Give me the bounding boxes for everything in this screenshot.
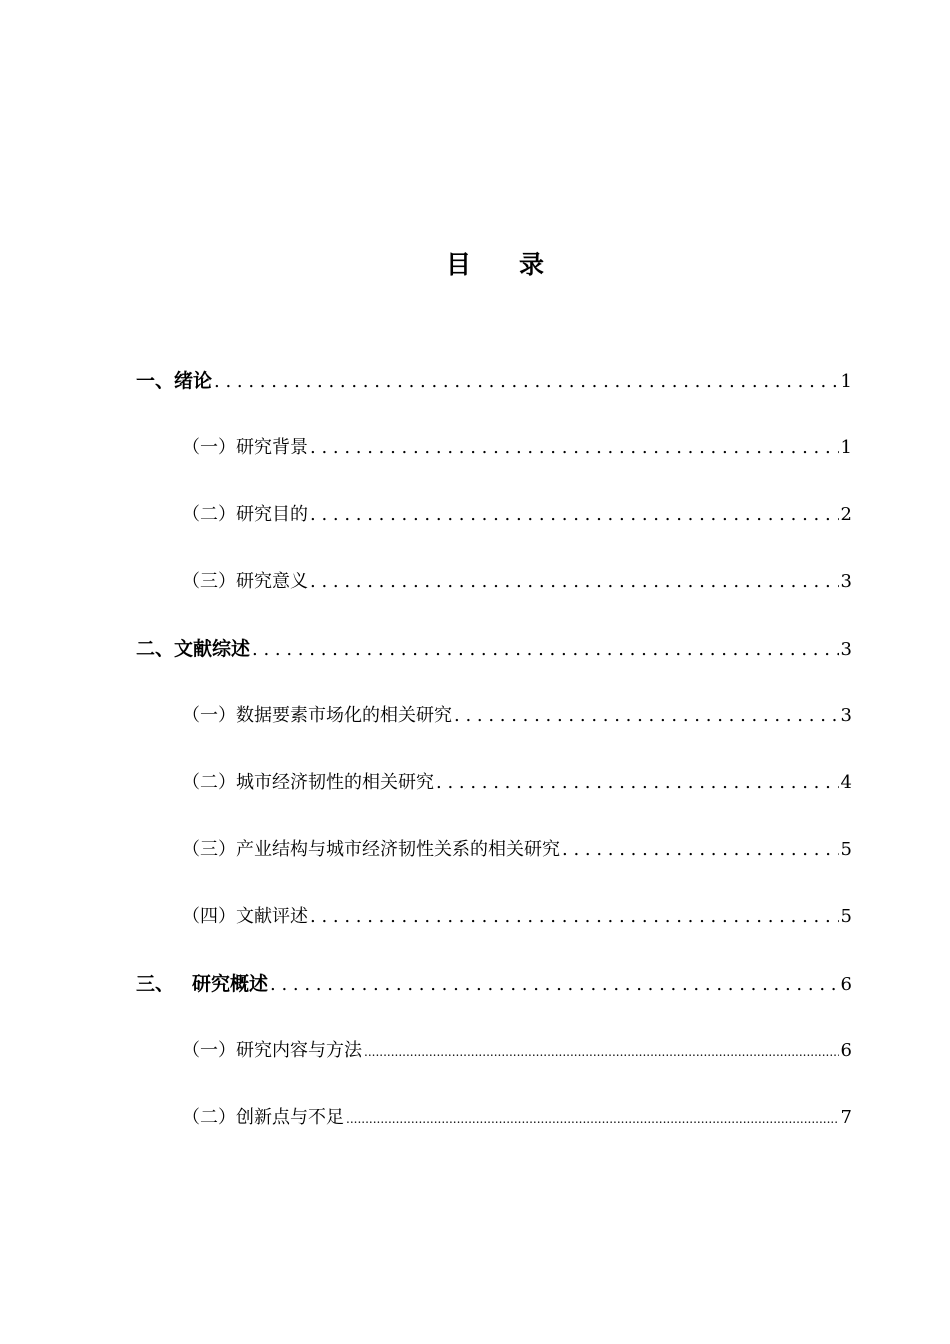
toc-entry-number: （一） <box>182 437 236 458</box>
toc-entry-text: 研究概述 <box>192 973 269 995</box>
dot-leader <box>252 639 839 660</box>
toc-entry-text: 研究背景 <box>236 437 308 458</box>
toc-entry-page: 1 <box>840 371 852 392</box>
dot-leader <box>346 1112 839 1126</box>
toc-entry-number: 二、 <box>136 638 175 660</box>
table-of-contents <box>136 366 852 1170</box>
dot-leader <box>310 571 839 592</box>
toc-entry-text: 文献综述 <box>174 638 251 660</box>
toc-entry-number: （二） <box>182 1107 236 1128</box>
toc-entry-section-3-1[interactable] <box>136 1036 852 1103</box>
toc-entry-page: 2 <box>840 504 852 525</box>
toc-entry-text: 研究目的 <box>236 504 308 525</box>
toc-entry-section-1-3[interactable] <box>136 567 852 634</box>
toc-entry-number: （一） <box>182 1040 236 1061</box>
toc-entry-section-2-1[interactable] <box>136 701 852 768</box>
toc-entry-chapter-1[interactable] <box>136 366 852 433</box>
toc-entry-chapter-3[interactable] <box>136 969 852 1036</box>
toc-entry-number: （三） <box>182 571 236 592</box>
dot-leader <box>364 1045 839 1059</box>
toc-heading-char-1: 目 <box>445 250 471 279</box>
toc-heading-char-2: 录 <box>519 250 545 279</box>
toc-entry-text: 研究意义 <box>236 571 308 592</box>
toc-entry-number: （一） <box>182 705 236 726</box>
dot-leader <box>436 772 839 793</box>
toc-entry-text: 产业结构与城市经济韧性关系的相关研究 <box>236 839 560 860</box>
toc-entry-text: 绪论 <box>174 370 213 392</box>
toc-entry-section-3-2[interactable] <box>136 1103 852 1170</box>
toc-entry-page: 3 <box>840 639 852 660</box>
toc-entry-number: （四） <box>182 906 236 927</box>
toc-entry-text: 研究内容与方法 <box>236 1040 362 1061</box>
toc-entry-section-2-2[interactable] <box>136 768 852 835</box>
toc-entry-page: 3 <box>840 571 852 592</box>
dot-leader <box>270 974 839 995</box>
toc-entry-number: 一、 <box>136 370 175 392</box>
dot-leader <box>310 906 839 927</box>
toc-entry-section-1-1[interactable] <box>136 433 852 500</box>
dot-leader <box>562 839 839 860</box>
toc-entry-text: 城市经济韧性的相关研究 <box>236 772 434 793</box>
toc-entry-page: 5 <box>840 839 852 860</box>
toc-entry-number: （二） <box>182 504 236 525</box>
toc-entry-number: （三） <box>182 839 236 860</box>
toc-entry-page: 6 <box>840 1040 852 1061</box>
toc-entry-number: （二） <box>182 772 236 793</box>
toc-entry-text: 文献评述 <box>236 906 308 927</box>
toc-entry-section-2-4[interactable] <box>136 902 852 969</box>
toc-entry-page: 5 <box>840 906 852 927</box>
toc-entry-page: 3 <box>840 705 852 726</box>
toc-entry-page: 4 <box>840 772 852 793</box>
dot-leader <box>310 504 839 525</box>
toc-entry-chapter-2[interactable] <box>136 634 852 701</box>
toc-entry-text: 创新点与不足 <box>236 1107 344 1128</box>
toc-entry-section-1-2[interactable] <box>136 500 852 567</box>
toc-entry-section-2-3[interactable] <box>136 835 852 902</box>
toc-heading <box>0 245 950 281</box>
toc-entry-text: 数据要素市场化的相关研究 <box>236 705 452 726</box>
dot-leader <box>454 705 839 726</box>
toc-entry-page: 6 <box>840 974 852 995</box>
dot-leader <box>310 437 839 458</box>
toc-entry-page: 7 <box>840 1107 852 1128</box>
toc-entry-page: 1 <box>840 437 852 458</box>
dot-leader <box>214 371 839 392</box>
toc-entry-number: 三、 <box>136 973 175 995</box>
